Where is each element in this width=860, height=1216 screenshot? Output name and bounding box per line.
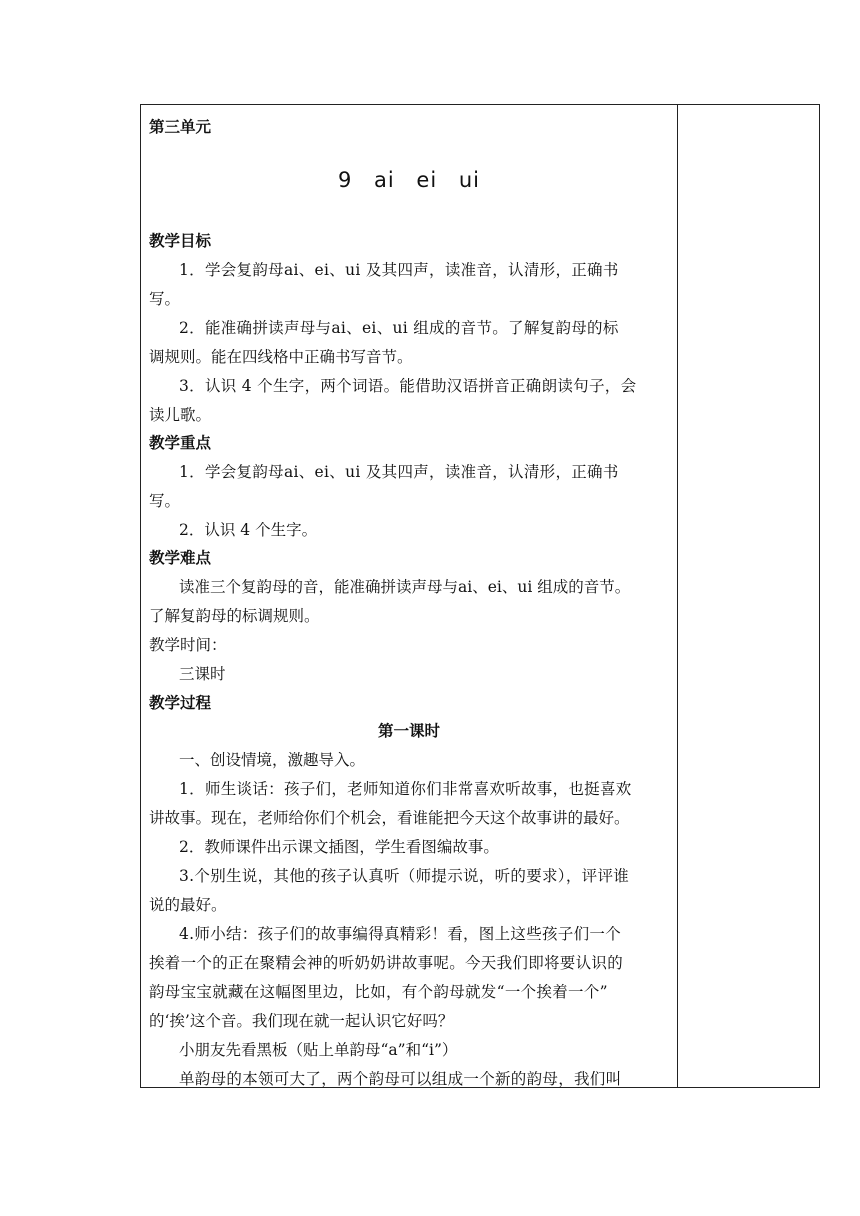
process-line-2: 1．师生谈话：孩子们，老师知道你们非常喜欢听故事，也挺喜欢 [179,780,632,798]
key-point-2: 2．认识 4 个生字。 [179,521,318,539]
process-line-3: 讲故事。现在，老师给你们个机会，看谁能把今天这个故事讲的最好。 [149,809,630,827]
lesson-plan-table [140,104,820,1088]
difficulties-line-1: 读准三个复韵母的音，能准确拼读声母与ai、ei、ui 组成的音节。 [179,578,631,596]
process-line-4: 2．教师课件出示课文插图，学生看图编故事。 [179,838,499,856]
key-point-1-line-1: 1．学会复韵母ai、ei、ui 及其四声，读准音，认清形，正确书 [179,463,619,481]
goal-3-line-1: 3．认识 4 个生字，两个词语。能借助汉语拼音正确朗读句子，会 [179,377,637,395]
goal-2-line-2: 调规则。能在四线格中正确书写音节。 [149,348,413,366]
goal-2-line-1: 2．能准确拼读声母与ai、ei、ui 组成的音节。了解复韵母的标 [179,319,619,337]
process-line-9: 韵母宝宝就藏在这幅图里边，比如，有个韵母就发“一个挨着一个” [149,983,608,1001]
goal-3-line-2: 读儿歌。 [149,406,212,424]
process-line-8: 挨着一个的正在聚精会神的听奶奶讲故事呢。今天我们即将要认识的 [149,954,624,972]
process-line-11: 小朋友先看黑板（贴上单韵母“a”和“i”） [179,1041,458,1059]
difficulties-heading: 教学难点 [149,549,212,567]
process-line-12: 单韵母的本领可大了，两个韵母可以组成一个新的韵母，我们叫 [179,1070,622,1088]
goals-heading: 教学目标 [149,232,212,250]
key-points-heading: 教学重点 [149,434,212,452]
time-value: 三课时 [179,665,226,683]
time-heading: 教学时间： [149,636,227,654]
unit-label: 第三单元 [149,118,212,136]
lesson-title: 9 ai ei ui [338,168,480,192]
process-heading: 教学过程 [149,694,212,712]
process-line-6: 说的最好。 [149,896,227,914]
goal-1-line-2: 写。 [149,290,181,308]
key-point-1-line-2: 写。 [149,492,181,510]
process-line-10: 的‘挨’这个音。我们现在就一起认识它好吗？ [149,1012,454,1030]
process-line-5: 3.个别生说，其他的孩子认真听（师提示说，听的要求），评评谁 [179,867,630,885]
goal-1-line-1: 1．学会复韵母ai、ei、ui 及其四声，读准音，认清形，正确书 [179,261,619,279]
process-line-1: 一、创设情境，激趣导入。 [179,751,366,769]
first-lesson-heading: 第一课时 [377,722,440,740]
process-line-7: 4.师小结：孩子们的故事编得真精彩！看，图上这些孩子们一个 [179,925,621,943]
column-divider [677,105,678,1087]
difficulties-line-2: 了解复韵母的标调规则。 [149,607,320,625]
